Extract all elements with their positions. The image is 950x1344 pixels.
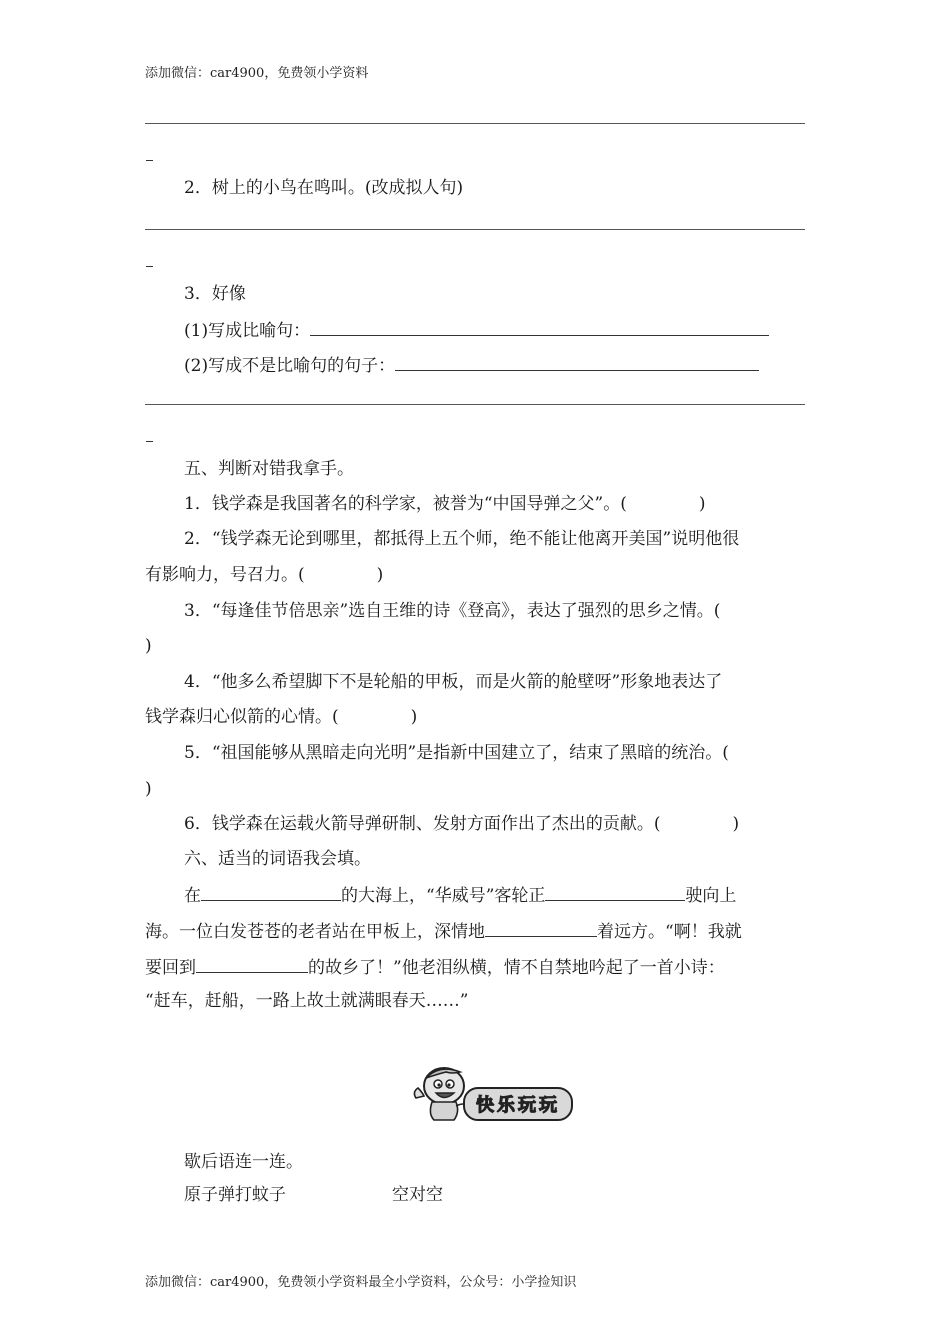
fill-paragraph-line: 海。一位白发苍苍的老者站在甲板上，深情地 着远方。“啊！我就 xyxy=(145,922,742,942)
judge-item-cont: 钱学森归心似箭的心情。( ) xyxy=(145,707,418,727)
answer-line-end xyxy=(146,160,153,161)
answer-line-end xyxy=(146,441,153,442)
page-footer: 添加微信：car4900，免费领小学资料最全小学资料，公众号：小学捡知识 xyxy=(145,1275,577,1290)
section-title: 六、适当的词语我会填。 xyxy=(184,849,371,869)
answer-line-end xyxy=(146,266,153,267)
judge-item: 2．“钱学森无论到哪里，都抵得上五个师，绝不能让他离开美国”说明他很 xyxy=(184,529,740,549)
question-label: (2)写成不是比喻句的句子： xyxy=(184,356,396,376)
question-text xyxy=(184,319,769,341)
fill-paragraph-line: 在 的大海上，“华威号”客轮正 驶向上 xyxy=(184,886,737,906)
fill-blank[interactable] xyxy=(395,354,759,371)
fill-paragraph-line: “赶车，赶船，一路上故土就满眼春天……” xyxy=(145,991,469,1011)
judge-item: 6．钱学森在运载火箭导弹研制、发射方面作出了杰出的贡献。( ) xyxy=(184,814,740,834)
judge-item: 4．“他多么希望脚下不是轮船的甲板，而是火箭的舱壁呀”形象地表达了 xyxy=(184,672,723,692)
judge-item-close[interactable]: ) xyxy=(145,779,152,799)
fill-blank[interactable] xyxy=(310,319,769,336)
logo-text: 快乐玩玩 xyxy=(476,1095,560,1116)
logo-banner xyxy=(464,1088,572,1120)
answer-line xyxy=(145,404,805,405)
judge-item: 5．“祖国能够从黑暗走向光明”是指新中国建立了，结束了黑暗的统治。( xyxy=(184,743,729,763)
judge-item: 3．“每逢佳节倍思亲”选自王维的诗《登高》，表达了强烈的思乡之情。( xyxy=(184,601,721,621)
fill-blank[interactable] xyxy=(545,884,685,901)
section-title: 五、判断对错我拿手。 xyxy=(184,459,354,479)
answer-line xyxy=(145,229,805,230)
match-right-item[interactable]: 空对空 xyxy=(392,1185,443,1205)
judge-item: 1．钱学森是我国著名的科学家，被誉为“中国导弹之父”。( ) xyxy=(184,494,706,514)
judge-item-close[interactable]: ) xyxy=(145,636,152,656)
fun-section-logo xyxy=(410,1062,576,1126)
judge-item-cont: 有影响力，号召力。( ) xyxy=(145,565,384,585)
answer-line xyxy=(145,123,805,124)
match-left-item[interactable]: 原子弹打蚊子 xyxy=(184,1185,286,1205)
fill-blank[interactable] xyxy=(485,920,597,937)
fill-blank[interactable] xyxy=(196,956,308,973)
question-label: (1)写成比喻句： xyxy=(184,321,311,341)
fill-paragraph-line: 要回到 的故乡了！”他老泪纵横，情不自禁地吟起了一首小诗： xyxy=(145,958,725,978)
cartoon-kid-icon xyxy=(414,1068,468,1120)
question-text xyxy=(184,354,759,376)
fill-blank[interactable] xyxy=(201,884,341,901)
question-text: 2．树上的小鸟在鸣叫。(改成拟人句) xyxy=(184,178,464,198)
page-header: 添加微信：car4900，免费领小学资料 xyxy=(145,66,369,81)
question-text: 3．好像 xyxy=(184,284,246,304)
fun-title: 歇后语连一连。 xyxy=(184,1152,303,1172)
